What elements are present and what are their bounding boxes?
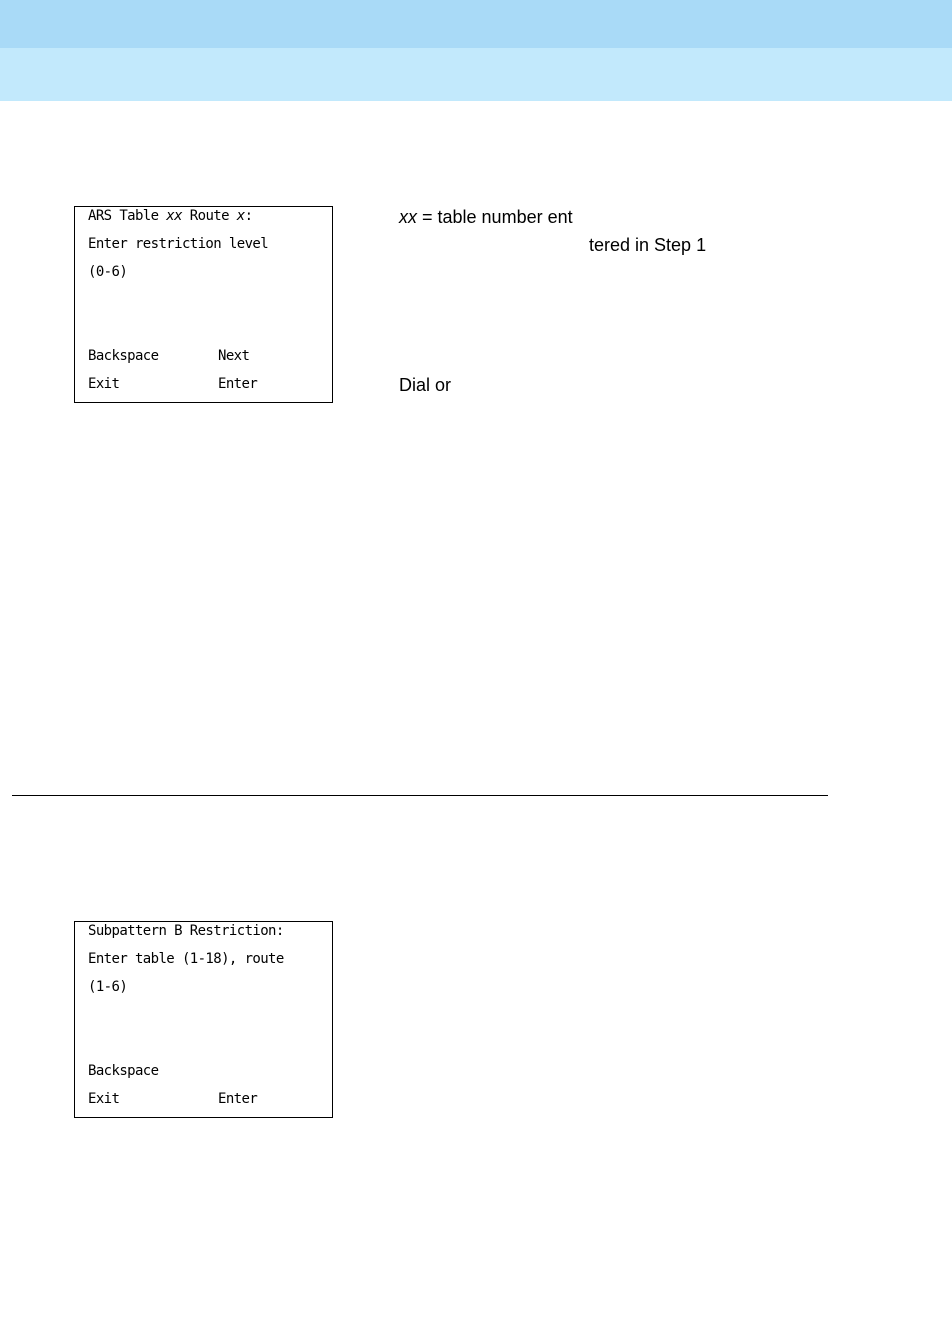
screen-title: Subpattern B Restriction:	[88, 923, 284, 939]
exit-button[interactable]: Exit	[88, 1091, 120, 1107]
header-band-top	[0, 0, 952, 48]
section-divider	[12, 795, 828, 796]
note-dial: Dial or	[399, 375, 452, 395]
next-button[interactable]: Next	[218, 348, 250, 364]
note-table-number-cont: tered in Step 1	[589, 235, 707, 255]
screen-title-route-var: x	[236, 208, 245, 224]
backspace-button[interactable]: Backspace	[88, 1063, 159, 1079]
screen-title-suffix: :	[244, 208, 253, 224]
screen-title-prefix: ARS Table	[88, 208, 167, 224]
enter-button[interactable]: Enter	[218, 1091, 258, 1107]
display-screen-ars-route	[74, 206, 333, 403]
screen-title-table-var: xx	[166, 208, 182, 224]
screen-title-mid: Route	[181, 208, 237, 224]
screen-title-line	[88, 208, 252, 224]
screen-range: (1-6)	[88, 979, 128, 995]
display-screen-subpattern-b	[74, 921, 333, 1118]
backspace-button[interactable]: Backspace	[88, 348, 159, 364]
note-xx-var: xx	[399, 207, 417, 227]
screen-prompt: Enter table (1-18), route	[88, 951, 284, 967]
note-table-number	[399, 206, 573, 228]
screen-prompt: Enter restriction level	[88, 236, 269, 252]
header-band-bottom	[0, 48, 952, 101]
screen-range: (0-6)	[88, 264, 128, 280]
exit-button[interactable]: Exit	[88, 376, 120, 392]
enter-button[interactable]: Enter	[218, 376, 258, 392]
note-xx-text: = table number ent	[417, 207, 573, 227]
